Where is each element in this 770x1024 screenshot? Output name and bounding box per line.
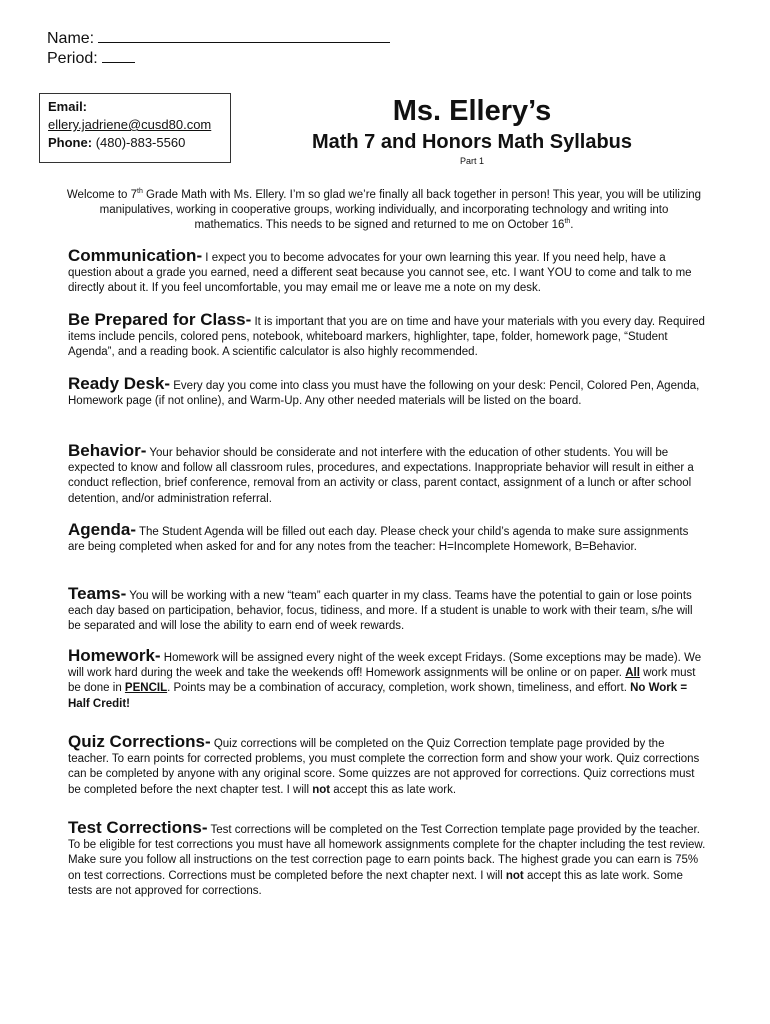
section-agenda xyxy=(68,522,708,555)
not-emphasis: not xyxy=(505,869,524,882)
welcome-text-3: . xyxy=(570,219,574,231)
section-heading: Communication- xyxy=(68,246,203,265)
phone-value: (480)-883-5560 xyxy=(95,135,186,150)
section-heading: Be Prepared for Class- xyxy=(68,310,252,329)
page-title: Ms. Ellery’s xyxy=(392,95,552,127)
section-ready-desk xyxy=(68,376,708,409)
period-field xyxy=(47,48,135,68)
not-emphasis: not xyxy=(312,783,331,796)
half-credit-note: No Work = Half Credit! xyxy=(68,682,688,710)
section-body-1: Homework will be assigned every night of the week except Fridays. (Some exceptions may be made). We will work hard during the week and take the weekends off! Homework assignments will be online or on paper. xyxy=(68,652,702,680)
section-body: You will be working with a new “team” each quarter in my class. Teams have the potential to gain or lose points each day based on participation, behavior, focus, tidiness, and more. If a student is unable to work with their team, s/he will be separated and will lose the ability to earn end of week rewards. xyxy=(68,590,693,633)
name-label: Name: xyxy=(47,30,95,47)
welcome-text-2: Grade Math with Ms. Ellery. I’m so glad we’re finally all back together in person! This year, you will be utilizing manipulatives, working in cooperative groups, working individually, and incorporating technology and writing into mathematics. This needs to be signed and returned to me on October 16 xyxy=(99,189,702,231)
phone-line xyxy=(48,134,230,152)
contact-box xyxy=(39,93,231,163)
section-heading: Ready Desk- xyxy=(68,374,171,393)
email-label: Email: xyxy=(48,99,88,114)
section-body-1: Quiz corrections will be completed on the Quiz Correction template page provided by the teacher. To earn points for corrected problems, you must complete the correction form and show your work. Quiz corrections can be completed by anyone with any original score. Some quizzes are not approved for corrections. Quiz corrections must be completed before the next chapter test. I will xyxy=(68,738,700,796)
section-body-1: Test corrections will be completed on the Test Correction template page provided by the teacher. To be eligible for test corrections you must have all homework assignments complete for the chapter including the test review. Make sure you follow all instructions on the test correction page to earn points back. The highest grade you can earn is 75% on test corrections. Corrections must be completed before the next chapter next. I will xyxy=(68,824,706,882)
section-heading: Homework- xyxy=(68,646,161,665)
section-body: I expect you to become advocates for your own learning this year. If you need help, have a question about a grade you earned, need a different seat because you cannot see, etc. I want YOU to come and talk to me directly about it. If you feel uncomfortable, you may email me or leave me a note on my desk. xyxy=(68,252,692,295)
email-link[interactable]: ellery.jadriene@cusd80.com xyxy=(48,117,212,132)
section-body: Your behavior should be considerate and not interfere with the education of other students. You will be expected to know and follow all classroom rules, procedures, and expectations. Inappropriate behavior will result in either a conduct reflection, brief conference, removal from an activity or class, parent contact, assignment of a lunch or after school detention, and/or administration referral. xyxy=(68,447,694,505)
section-quiz-corrections xyxy=(68,734,708,798)
section-heading: Quiz Corrections- xyxy=(68,732,211,751)
welcome-paragraph xyxy=(64,188,704,233)
section-teams xyxy=(68,586,708,635)
section-heading: Teams- xyxy=(68,584,127,603)
section-heading: Test Corrections- xyxy=(68,818,208,837)
name-blank-line xyxy=(98,28,390,43)
period-blank-line xyxy=(102,48,135,63)
name-field xyxy=(47,28,390,48)
welcome-sup-1: th xyxy=(137,188,143,196)
welcome-sup-2: th xyxy=(564,218,571,226)
section-body: The Student Agenda will be filled out each day. Please check your child’s agenda to make sure assignments are being completed when asked for and for any notes from the teacher: H=Incomplete Homework, B=Behavior. xyxy=(68,526,689,554)
section-body-3: . Points may be a combination of accuracy, completion, work shown, timeliness, and effort. xyxy=(167,682,631,695)
section-body: Every day you come into class you must have the following on your desk: Pencil, Colored Pen, Agenda, Homework page (if not online), and Warm-Up. Any other needed materials will be listed on the board. xyxy=(68,380,700,408)
section-body-2: work must be done in xyxy=(68,667,696,695)
section-body-2: accept this as late work. Some tests are not approved for corrections. xyxy=(68,869,683,897)
part-label: Part 1 xyxy=(459,156,484,166)
section-prepared xyxy=(68,312,708,361)
section-communication xyxy=(68,248,708,297)
pencil-emphasis: PENCIL xyxy=(124,682,168,695)
section-behavior xyxy=(68,443,708,507)
welcome-text-1: Welcome to 7 xyxy=(66,189,138,201)
period-label: Period: xyxy=(47,50,98,67)
section-test-corrections xyxy=(68,820,708,899)
section-body-2: accept this as late work. xyxy=(330,783,457,796)
page-subtitle: Math 7 and Honors Math Syllabus xyxy=(311,131,633,153)
section-homework xyxy=(68,648,708,712)
section-heading: Agenda- xyxy=(68,520,136,539)
all-emphasis: All xyxy=(625,667,640,680)
section-heading: Behavior- xyxy=(68,441,147,460)
section-body: It is important that you are on time and have your materials with you every day. Required items include pencils, colored pens, notebook, whiteboard markers, highlighter, tape, folder, homework page, “Student Agenda”, and a reading book. A scientific calculator is also highly recommended. xyxy=(68,316,705,359)
phone-label: Phone: xyxy=(48,135,93,150)
